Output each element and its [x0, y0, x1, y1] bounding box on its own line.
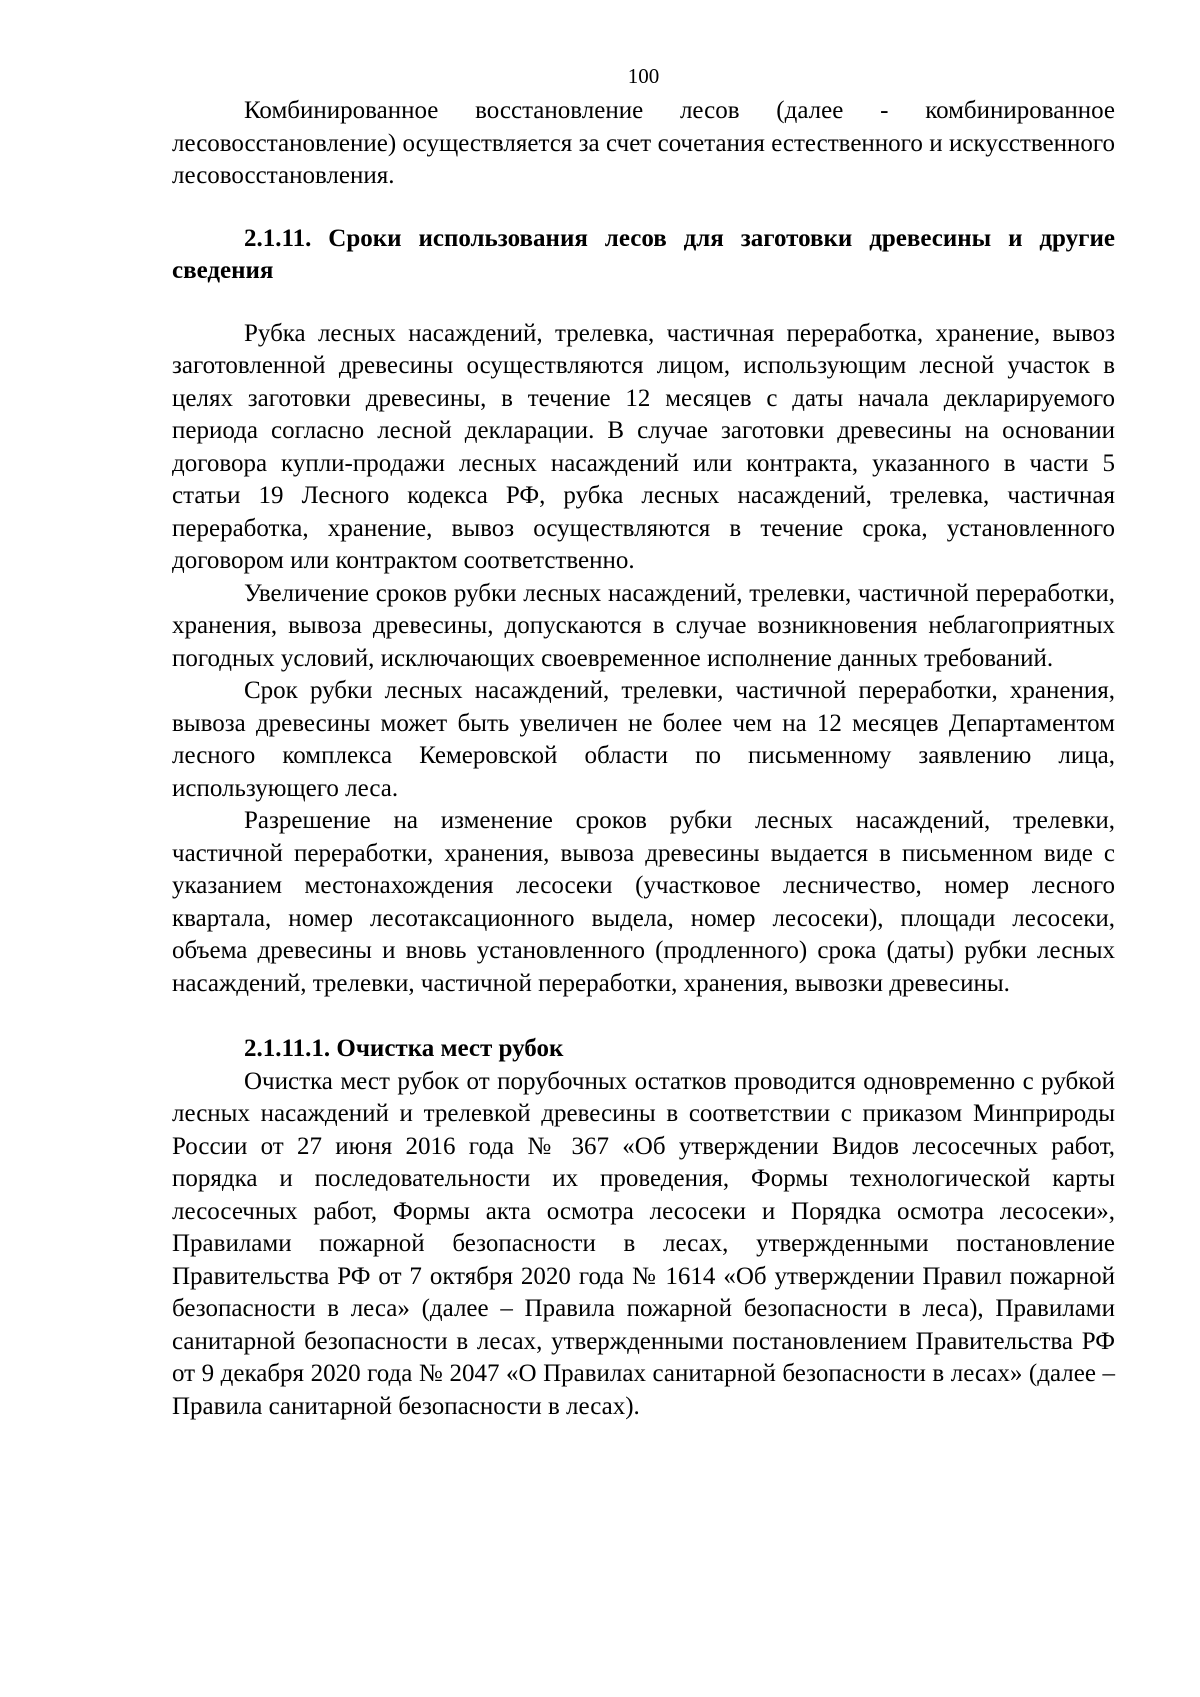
document-page: [172, 62, 1115, 1423]
paragraph-harvest-terms: Рубка лесных насаждений, трелевка, частичная переработка, хранение, вывоз заготовленной древесины осуществляются лицом, использующим лесной участок в целях заготовки древесины, в течение 12 месяцев с даты начала декларируемого периода согласно лесной декларации. В случае заготовки древесины на основании договора купли-продажи лесных насаждений или контракта, указанного в части 5 статьи 19 Лесного кодекса РФ, рубка лесных насаждений, трелевка, частичная переработка, хранение, вывоз осуществляются в течение срока, установленного договором или контрактом соответственно.: [172, 319, 1115, 574]
section-heading-2-1-11-1: 2.1.11.1. Очистка мест рубок: [244, 1035, 564, 1062]
paragraph-term-extension-conditions: Увеличение сроков рубки лесных насаждений, трелевки, частичной переработки, хранения, вывоза древесины, допускаются в случае возникновения неблагоприятных погодных условий, исключающих своевременное исполнение данных требований.: [172, 579, 1115, 672]
paragraph-combined-reforestation: Комбинированное восстановление лесов (далее - комбинированное лесовосстановление) осуществляется за счет сочетания естественного и искусственного лесовосстановления.: [172, 97, 1115, 189]
paragraph-cutting-site-cleanup: Очистка мест рубок от порубочных остатков проводится одновременно с рубкой лесных насаждений и трелевкой древесины в соответствии с приказом Минприроды России от 27 июня 2016 года № 367 «Об утверждении Видов лесосечных работ, порядка и последовательности их проведения, Формы технологической карты лесосечных работ, Формы акта осмотра лесосеки и Порядка осмотра лесосеки», Правилами пожарной безопасности в лесах, утвержденными постановление Правительства РФ от 7 октября 2020 года № 1614 «Об утверждении Правил пожарной безопасности в леса» (далее – Правила пожарной безопасности в леса), Правилами санитарной безопасности в лесах, утвержденными постановлением Правительства РФ от 9 декабря 2020 года № 2047 «О Правилах санитарной безопасности в лесах» (далее – Правила санитарной безопасности в лесах).: [172, 1067, 1115, 1420]
paragraph-term-extension-limit: Срок рубки лесных насаждений, трелевки, частичной переработки, хранения, вывоза древесины может быть увеличен не более чем на 12 месяцев Департаментом лесного комплекса Кемеровской области по письменному заявлению лица, использующего леса.: [172, 677, 1115, 802]
section-heading-2-1-11: 2.1.11. Сроки использования лесов для заготовки древесины и другие сведения: [172, 224, 1115, 284]
paragraph-extension-permit: Разрешение на изменение сроков рубки лесных насаждений, трелевки, частичной переработки, хранения, вывоза древесины выдается в письменном виде с указанием местонахождения лесосеки (участковое лесничество, номер лесного квартала, номер лесотаксационного выдела, номер лесосеки), площади лесосеки, объема древесины и вновь установленного (продленного) срока (даты) рубки лесных насаждений, трелевки, частичной переработки, хранения, вывозки древесины.: [172, 807, 1115, 997]
page-number: 100: [627, 64, 660, 88]
